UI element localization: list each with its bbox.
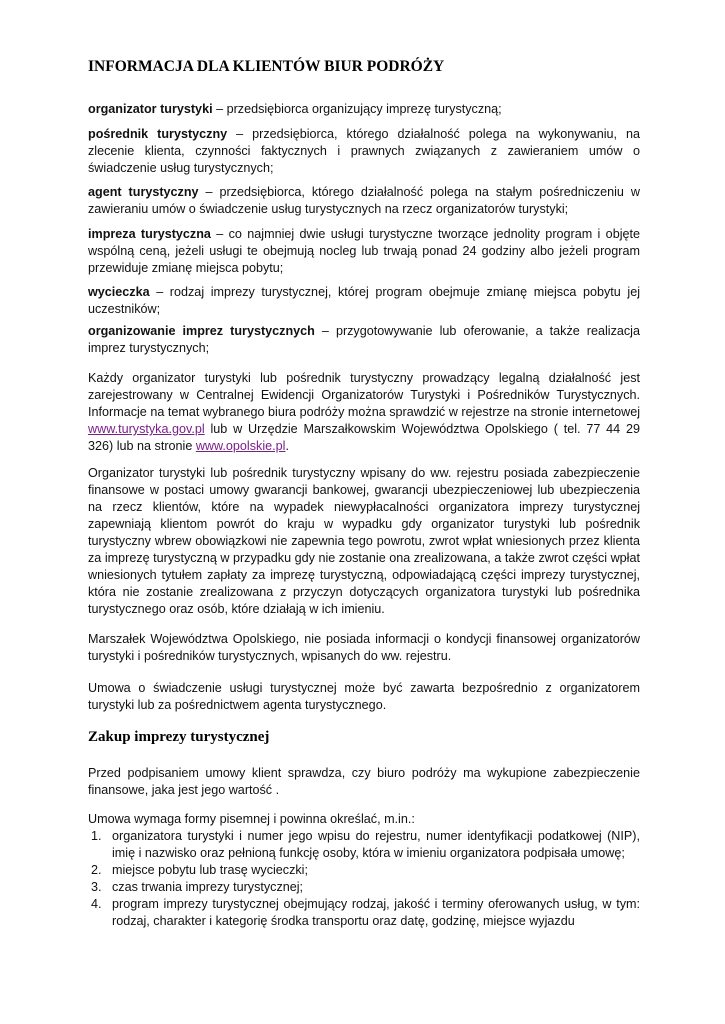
contract-requirements-list <box>88 828 640 930</box>
list-item <box>88 862 640 879</box>
definition-agent <box>88 184 640 218</box>
list-number: 3. <box>91 880 102 894</box>
list-item <box>88 896 640 930</box>
list-number: 4. <box>91 897 102 911</box>
list-item <box>88 879 640 896</box>
list-text: miejsce pobytu lub trasę wycieczki; <box>112 863 308 877</box>
marshal-paragraph: Marszałek Województwa Opolskiego, nie posiada informacji o kondycji finansowej organizatorów turystyki i pośredników turystycznych, wpisanych do ww. rejestru. <box>88 632 640 663</box>
registry-paragraph: Każdy organizator turystyki lub pośrednik turystyczny prowadzący legalną działalność jest zarejestrowany w Centralnej Ewidencji Organizatorów Turystyki i Pośredników Turystycznych. Informacje na temat wybranego biura podróży można sprawdzić w rejestrze na stronie internetowej www.turystyka.gov.pl lub w Urzędzie Marszałkowskim Województwa Opolskiego ( tel. 77 44 29 326) lub na stronie www.opolskie.pl. <box>88 371 640 453</box>
definition-wycieczka <box>88 284 640 318</box>
opolskie-link[interactable]: www.opolskie.pl <box>195 439 286 453</box>
definition-text: – co najmniej dwie usługi turystyczne tworzące jednolity program i objęte wspólną ceną, jeżeli usługi te obejmują nocleg lub trwają ponad 24 godziny albo jeżeli program przewiduje zmianę miejsca pobytu; <box>88 227 640 275</box>
list-text: czas trwania imprezy turystycznej; <box>112 880 304 894</box>
definition-text: – przedsiębiorca, którego działalność polega na wykonywaniu, na zlecenie klienta, czynności faktycznych i prawnych związanych z zawieraniem umów o świadczenie usług turystycznych; <box>88 127 640 175</box>
list-item <box>88 828 640 862</box>
definition-term: impreza turystyczna <box>88 227 211 241</box>
turystyka-link[interactable]: www.turystyka.gov.pl <box>88 422 205 436</box>
document-title: INFORMACJA DLA KLIENTÓW BIUR PODRÓŻY <box>88 58 445 75</box>
definition-term: agent turystyczny <box>88 185 199 199</box>
list-text: program imprezy turystycznej obejmujący rodzaj, jakość i terminy oferowanych usług, w tym: rodzaj, charakter i kategorię środka transportu oraz datę, godzinę, miejsce wyjazdu <box>112 897 640 928</box>
definition-organizowanie <box>88 323 640 357</box>
section-paragraph: Przed podpisaniem umowy klient sprawdza, czy biuro podróży ma wykupione zabezpieczenie finansowe, jaka jest jego wartość . <box>88 766 640 797</box>
guarantee-paragraph: Organizator turystyki lub pośrednik turystyczny wpisany do ww. rejestru posiada zabezpieczenie finansowe w postaci umowy gwarancji bankowej, gwarancji ubezpieczeniowej lub ubezpieczenia na rzecz klientów, które na wypadek niewypłacalności organizatora imprezy turystycznej zapewniają klientom powrót do kraju w wypadku gdy organizator turystyki lub pośrednik turystyczny wbrew obowiązkowi nie zapewnia tego powrotu, zwrot wpłat wniesionych przez klienta za imprezę turystyczną w przypadku gdy nie zostanie ona zrealizowana, a także zwrot części wpłat wniesionych tytułem zapłaty za imprezę turystyczną, odpowiadającą części imprezy turystycznej, która nie zostanie zrealizowana z przyczyn dotyczących organizatora turystyki lub pośrednika turystycznego oraz osób, które działają w ich imieniu. <box>88 466 640 616</box>
definition-organizator <box>88 101 640 118</box>
list-number: 2. <box>91 863 102 877</box>
definition-text: – rodzaj imprezy turystycznej, której program obejmuje zmianę miejsca pobytu jej uczestników; <box>88 285 640 316</box>
section-heading: Zakup imprezy turystycznej <box>88 729 270 745</box>
definition-text: – przedsiębiorca, którego działalność polega na stałym pośredniczeniu w zawieraniu umów o świadczenie usług turystycznych na rzecz organizatorów turystyki; <box>88 185 640 216</box>
list-number: 1. <box>91 829 102 843</box>
contract-paragraph: Umowa o świadczenie usługi turystycznej może być zawarta bezpośrednio z organizatorem turystyki lub za pośrednictwem agenta turystycznego. <box>88 681 640 712</box>
definition-text: – przedsiębiorca organizujący imprezę turystyczną; <box>212 102 502 116</box>
definition-impreza <box>88 226 640 277</box>
definition-term: organizowanie imprez turystycznych <box>88 324 315 338</box>
definition-posrednik <box>88 126 640 177</box>
definition-term: wycieczka <box>88 285 150 299</box>
list-text: organizatora turystyki i numer jego wpisu do rejestru, numer identyfikacji podatkowej (NIP), imię i nazwisko oraz pełnioną funkcję osoby, która w imieniu organizatora podpisała umowę; <box>112 829 640 860</box>
definition-term: pośrednik turystyczny <box>88 127 228 141</box>
definition-term: organizator turystyki <box>88 102 213 116</box>
definition-text: – przygotowywanie lub oferowanie, a także realizacja imprez turystycznych; <box>88 324 640 355</box>
list-intro: Umowa wymaga formy pisemnej i powinna określać, m.in.: <box>88 812 415 826</box>
